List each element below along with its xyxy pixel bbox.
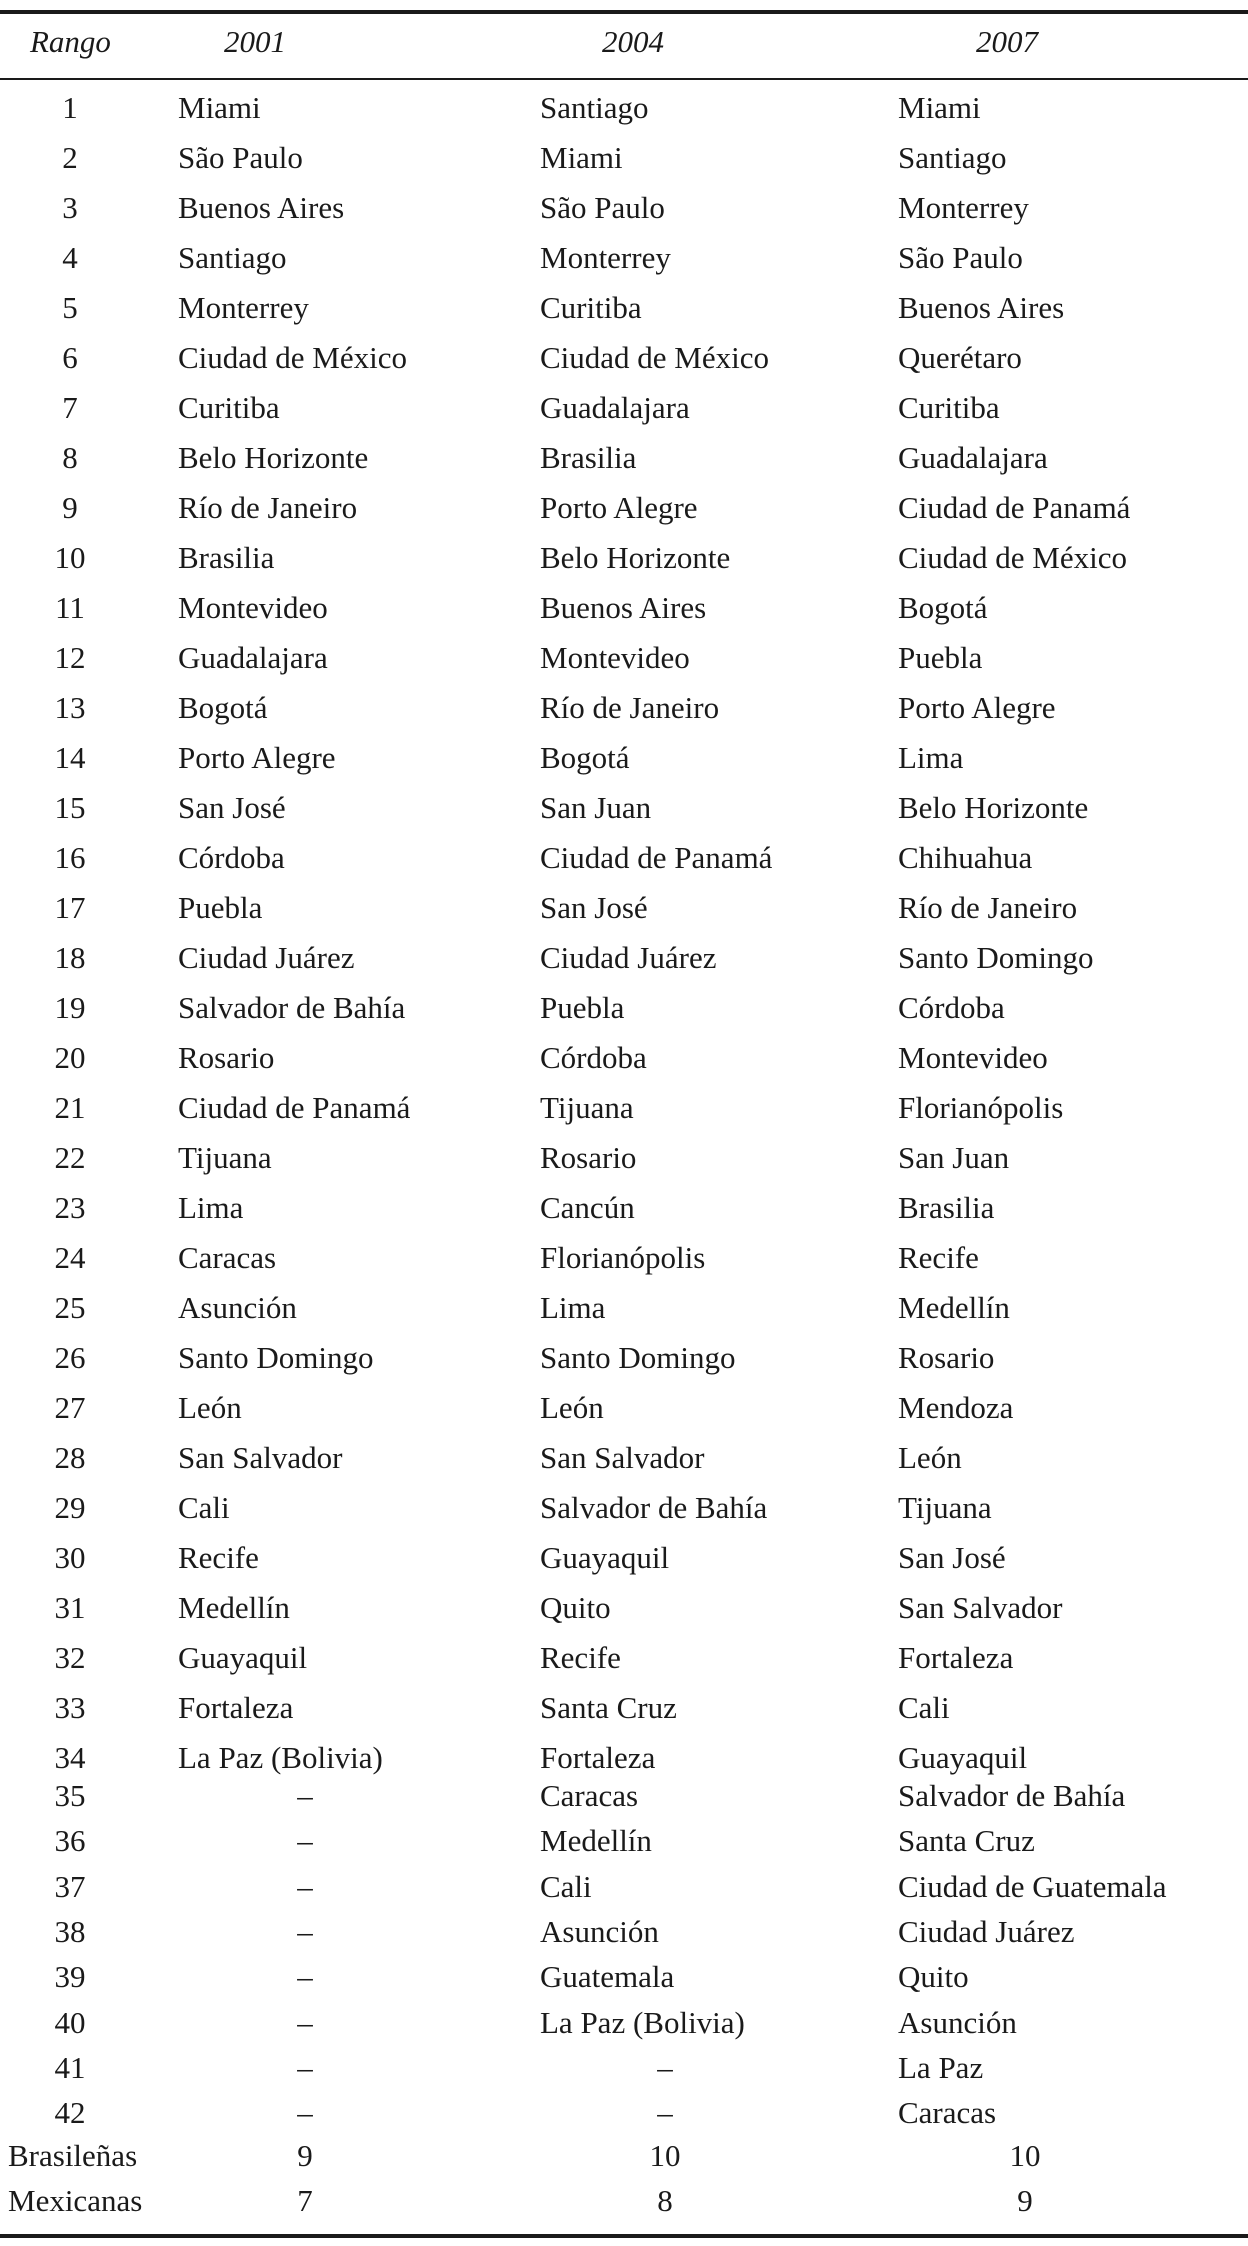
city-2007-cell: Chihuahua xyxy=(898,840,1033,875)
rank-cell: 4 xyxy=(62,240,78,275)
city-2001-cell: – xyxy=(297,1959,313,1995)
rank-cell: 10 xyxy=(54,540,86,575)
city-2004-cell: Porto Alegre xyxy=(540,490,698,525)
city-2001-cell: São Paulo xyxy=(178,140,303,175)
rank-cell: 15 xyxy=(54,790,86,825)
city-2007-cell: Mendoza xyxy=(898,1390,1014,1425)
city-2007-cell: Montevideo xyxy=(898,1040,1048,1075)
summary-2004: 10 xyxy=(649,2138,681,2173)
city-2007-cell: Caracas xyxy=(898,2095,997,2131)
city-2004-cell: León xyxy=(540,1390,604,1425)
city-2001-cell: – xyxy=(297,1823,313,1859)
summary-2007: 9 xyxy=(1017,2183,1033,2218)
city-2004-cell: Guadalajara xyxy=(540,390,690,425)
city-2001-cell: Monterrey xyxy=(178,290,309,325)
rank-cell: 37 xyxy=(54,1868,86,1904)
rank-cell: 2 xyxy=(62,140,78,175)
city-2004-cell: Ciudad de México xyxy=(540,340,770,375)
city-2007-cell: Guadalajara xyxy=(898,440,1048,475)
city-2004-cell: Recife xyxy=(540,1640,621,1675)
city-2004-cell: Santa Cruz xyxy=(540,1690,677,1725)
city-2007-cell: Buenos Aires xyxy=(898,290,1065,325)
header-2001: 2001 xyxy=(224,24,286,59)
rank-cell: 39 xyxy=(54,1959,86,1995)
city-2004-cell: Cancún xyxy=(540,1190,635,1225)
city-2001-cell: San José xyxy=(178,790,286,825)
city-2004-cell: Lima xyxy=(540,1290,606,1325)
city-2004-cell: Quito xyxy=(540,1590,611,1625)
city-2007-cell: Florianópolis xyxy=(898,1090,1064,1125)
city-2001-cell: Belo Horizonte xyxy=(178,440,369,475)
city-2001-cell: Puebla xyxy=(178,890,263,925)
city-2004-cell: Guayaquil xyxy=(540,1540,670,1575)
city-2004-cell: San Salvador xyxy=(540,1440,705,1475)
city-2007-cell: São Paulo xyxy=(898,240,1023,275)
city-2001-cell: – xyxy=(297,1778,313,1813)
top-rule xyxy=(0,10,1248,14)
rank-cell: 13 xyxy=(54,690,86,725)
rank-cell: 1 xyxy=(62,90,78,125)
city-2004-cell: Miami xyxy=(540,140,623,175)
city-2007-cell: Belo Horizonte xyxy=(898,790,1089,825)
rank-cell: 32 xyxy=(54,1640,86,1675)
city-2001-cell: Buenos Aires xyxy=(178,190,345,225)
rank-cell: 36 xyxy=(54,1823,86,1859)
city-2004-cell: Ciudad de Panamá xyxy=(540,840,773,875)
city-2004-cell: Monterrey xyxy=(540,240,671,275)
rank-cell: 6 xyxy=(62,340,78,375)
city-2007-cell: Guayaquil xyxy=(898,1740,1028,1775)
city-2007-cell: Miami xyxy=(898,90,981,125)
city-2004-cell: – xyxy=(657,2049,673,2085)
city-2001-cell: Bogotá xyxy=(178,690,268,725)
city-2004-cell: Río de Janeiro xyxy=(540,690,720,725)
city-2007-cell: Querétaro xyxy=(898,340,1022,375)
city-2001-cell: Lima xyxy=(178,1190,244,1225)
rank-cell: 26 xyxy=(54,1340,86,1375)
rank-cell: 14 xyxy=(54,740,86,775)
city-2007-cell: Quito xyxy=(898,1959,969,1995)
city-2004-cell: San Juan xyxy=(540,790,652,825)
city-2004-cell: Montevideo xyxy=(540,640,690,675)
rank-cell: 18 xyxy=(54,940,86,975)
city-2001-cell: Brasilia xyxy=(178,540,275,575)
header-rule xyxy=(0,78,1248,80)
city-2001-cell: Guadalajara xyxy=(178,640,328,675)
rank-cell: 23 xyxy=(54,1190,86,1225)
city-2001-cell: La Paz (Bolivia) xyxy=(178,1740,383,1775)
city-2001-cell: Asunción xyxy=(178,1290,297,1325)
city-2004-cell: Santiago xyxy=(540,90,649,125)
city-2004-cell: Belo Horizonte xyxy=(540,540,731,575)
city-2007-cell: Cali xyxy=(898,1690,950,1725)
city-2001-cell: Fortaleza xyxy=(178,1690,294,1725)
city-2007-cell: Bogotá xyxy=(898,590,988,625)
city-2007-cell: La Paz xyxy=(898,2049,984,2085)
city-2004-cell: Medellín xyxy=(540,1823,652,1859)
city-2007-cell: Puebla xyxy=(898,640,983,675)
city-2007-cell: Santo Domingo xyxy=(898,940,1094,975)
city-2001-cell: Recife xyxy=(178,1540,259,1575)
city-2001-cell: Cali xyxy=(178,1490,230,1525)
rank-cell: 21 xyxy=(54,1090,86,1125)
city-2007-cell: Fortaleza xyxy=(898,1640,1014,1675)
city-2001-cell: Caracas xyxy=(178,1240,277,1275)
header-2007: 2007 xyxy=(976,24,1038,59)
city-2004-cell: – xyxy=(657,2095,673,2131)
city-2004-cell: Córdoba xyxy=(540,1040,647,1075)
rank-cell: 8 xyxy=(62,440,78,475)
summary-2001: 9 xyxy=(297,2138,313,2173)
city-2001-cell: – xyxy=(297,1868,313,1904)
city-2004-cell: San José xyxy=(540,890,648,925)
city-2007-cell: Ciudad de México xyxy=(898,540,1128,575)
rank-cell: 33 xyxy=(54,1690,86,1725)
city-2001-cell: – xyxy=(297,2004,313,2040)
rank-cell: 42 xyxy=(54,2095,86,2131)
city-2007-cell: Lima xyxy=(898,740,964,775)
city-2001-cell: Ciudad Juárez xyxy=(178,940,355,975)
city-2007-cell: Rosario xyxy=(898,1340,995,1375)
city-2004-cell: São Paulo xyxy=(540,190,665,225)
city-2007-cell: Tijuana xyxy=(898,1490,992,1525)
city-2007-cell: Brasilia xyxy=(898,1190,995,1225)
rank-cell: 25 xyxy=(54,1290,86,1325)
rank-cell: 22 xyxy=(54,1140,86,1175)
city-2007-cell: León xyxy=(898,1440,962,1475)
summary-label: Brasileñas xyxy=(8,2138,138,2173)
city-2001-cell: – xyxy=(297,1913,313,1949)
city-2004-cell: Brasilia xyxy=(540,440,637,475)
city-2007-cell: Curitiba xyxy=(898,390,1000,425)
city-2007-cell: San José xyxy=(898,1540,1006,1575)
city-2004-cell: Santo Domingo xyxy=(540,1340,736,1375)
city-2001-cell: – xyxy=(297,2049,313,2085)
city-2004-cell: Tijuana xyxy=(540,1090,634,1125)
city-2001-cell: Curitiba xyxy=(178,390,280,425)
city-2001-cell: San Salvador xyxy=(178,1440,343,1475)
rank-cell: 24 xyxy=(54,1240,86,1275)
rank-cell: 11 xyxy=(55,590,85,625)
rank-cell: 38 xyxy=(54,1913,86,1949)
rank-cell: 20 xyxy=(54,1040,86,1075)
summary-label: Mexicanas xyxy=(8,2183,143,2218)
rank-cell: 40 xyxy=(54,2004,86,2040)
city-2004-cell: Curitiba xyxy=(540,290,642,325)
city-2001-cell: Montevideo xyxy=(178,590,328,625)
rank-cell: 3 xyxy=(62,190,78,225)
city-2007-cell: San Juan xyxy=(898,1140,1010,1175)
city-2001-cell: Ciudad de México xyxy=(178,340,408,375)
rank-cell: 31 xyxy=(54,1590,86,1625)
city-2004-cell: La Paz (Bolivia) xyxy=(540,2004,745,2040)
city-2001-cell: Córdoba xyxy=(178,840,285,875)
rank-cell: 28 xyxy=(54,1440,86,1475)
city-2004-cell: Bogotá xyxy=(540,740,630,775)
city-2001-cell: Santiago xyxy=(178,240,287,275)
city-2007-cell: Santa Cruz xyxy=(898,1823,1035,1859)
city-2007-cell: Medellín xyxy=(898,1290,1010,1325)
city-2001-cell: Rosario xyxy=(178,1040,275,1075)
header-rank: Rango xyxy=(30,24,111,59)
header-2004: 2004 xyxy=(602,24,664,59)
city-2001-cell: – xyxy=(297,2095,313,2131)
city-2007-cell: Santiago xyxy=(898,140,1007,175)
bottom-rule xyxy=(0,2234,1248,2238)
city-2001-cell: Guayaquil xyxy=(178,1640,308,1675)
summary-2007: 10 xyxy=(1009,2138,1041,2173)
city-2001-cell: León xyxy=(178,1390,242,1425)
rank-cell: 5 xyxy=(62,290,78,325)
rank-cell: 30 xyxy=(54,1540,86,1575)
city-2004-cell: Puebla xyxy=(540,990,625,1025)
city-2001-cell: Salvador de Bahía xyxy=(178,990,406,1025)
city-2007-cell: Asunción xyxy=(898,2004,1017,2040)
city-2001-cell: Santo Domingo xyxy=(178,1340,374,1375)
city-2001-cell: Río de Janeiro xyxy=(178,490,358,525)
city-2004-cell: Guatemala xyxy=(540,1959,675,1995)
city-2004-cell: Ciudad Juárez xyxy=(540,940,717,975)
city-2004-cell: Salvador de Bahía xyxy=(540,1490,768,1525)
city-2007-cell: Salvador de Bahía xyxy=(898,1778,1126,1813)
rank-cell: 9 xyxy=(62,490,78,525)
city-2007-cell: Río de Janeiro xyxy=(898,890,1078,925)
rank-cell: 19 xyxy=(54,990,86,1025)
rank-cell: 29 xyxy=(54,1490,86,1525)
rank-cell: 35 xyxy=(54,1778,86,1813)
city-2007-cell: San Salvador xyxy=(898,1590,1063,1625)
city-2007-cell: Porto Alegre xyxy=(898,690,1056,725)
city-2001-cell: Miami xyxy=(178,90,261,125)
rank-cell: 12 xyxy=(54,640,86,675)
rank-cell: 34 xyxy=(54,1740,86,1775)
city-2007-cell: Monterrey xyxy=(898,190,1029,225)
rank-cell: 17 xyxy=(54,890,86,925)
city-2001-cell: Porto Alegre xyxy=(178,740,336,775)
city-2007-cell: Ciudad Juárez xyxy=(898,1913,1075,1949)
city-2004-cell: Caracas xyxy=(540,1778,639,1813)
city-2004-cell: Cali xyxy=(540,1868,592,1904)
city-2001-cell: Ciudad de Panamá xyxy=(178,1090,411,1125)
city-2007-cell: Recife xyxy=(898,1240,979,1275)
rank-cell: 41 xyxy=(54,2049,86,2085)
city-2007-cell: Córdoba xyxy=(898,990,1005,1025)
city-2004-cell: Fortaleza xyxy=(540,1740,656,1775)
summary-2004: 8 xyxy=(657,2183,673,2218)
city-2004-cell: Buenos Aires xyxy=(540,590,707,625)
summary-2001: 7 xyxy=(297,2183,313,2218)
city-2007-cell: Ciudad de Panamá xyxy=(898,490,1131,525)
city-2007-cell: Ciudad de Guatemala xyxy=(898,1868,1167,1904)
rank-cell: 16 xyxy=(54,840,86,875)
rank-cell: 7 xyxy=(62,390,78,425)
rank-cell: 27 xyxy=(54,1390,86,1425)
city-2001-cell: Medellín xyxy=(178,1590,290,1625)
city-2004-cell: Florianópolis xyxy=(540,1240,706,1275)
city-2001-cell: Tijuana xyxy=(178,1140,272,1175)
city-2004-cell: Asunción xyxy=(540,1913,659,1949)
city-2004-cell: Rosario xyxy=(540,1140,637,1175)
